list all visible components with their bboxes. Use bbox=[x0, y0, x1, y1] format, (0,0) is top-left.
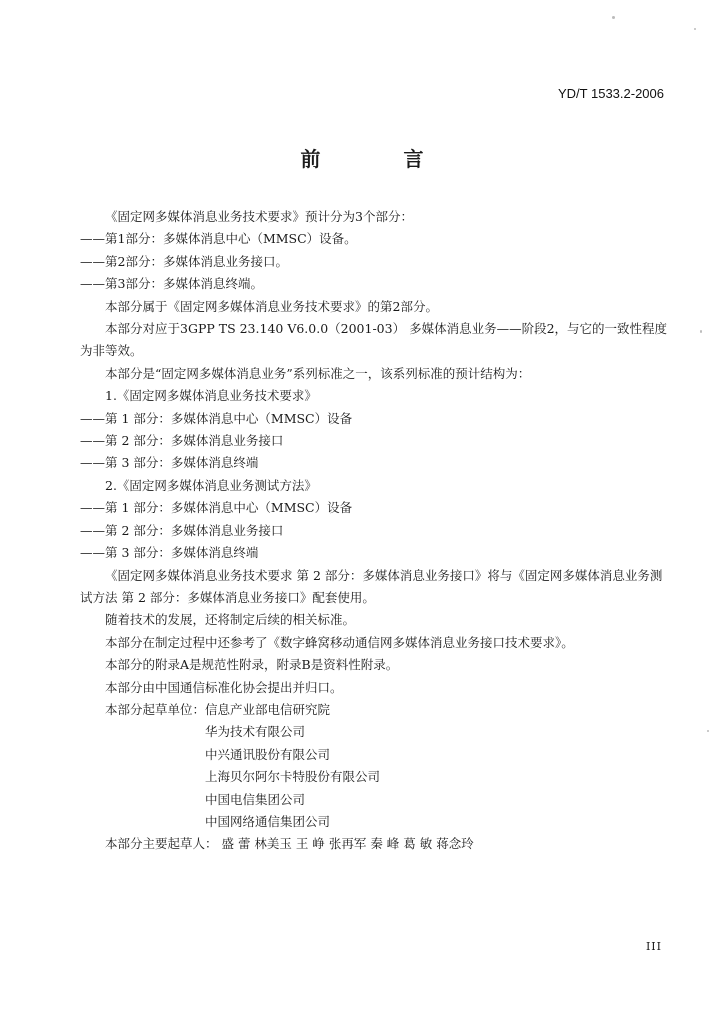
list-heading: 2.《固定网多媒体消息业务测试方法》 bbox=[105, 477, 317, 493]
drafting-unit: 上海贝尔阿尔卡特股份有限公司 bbox=[205, 769, 381, 785]
list-item: ——第2部分：多媒体消息业务接口。 bbox=[80, 253, 288, 269]
scan-speck bbox=[700, 330, 702, 333]
list-item: ——第 1 部分：多媒体消息中心（MMSC）设备 bbox=[80, 500, 353, 516]
list-item: ——第3部分：多媒体消息终端。 bbox=[80, 276, 263, 292]
paragraph: 本部分属于《固定网多媒体消息业务技术要求》的第2部分。 bbox=[105, 298, 438, 314]
scan-speck bbox=[694, 28, 696, 30]
scan-speck bbox=[612, 16, 615, 19]
drafters-line: 本部分主要起草人： 盛 蕾 林美玉 王 峥 张再军 秦 峰 葛 敏 蒋念玲 bbox=[105, 836, 474, 852]
paragraph: 本部分在制定过程中还参考了《数字蜂窝移动通信网多媒体消息业务接口技术要求》。 bbox=[105, 634, 574, 650]
list-item: ——第1部分：多媒体消息中心（MMSC）设备。 bbox=[80, 231, 357, 247]
paragraph: 本部分由中国通信标准化协会提出并归口。 bbox=[105, 679, 343, 695]
paragraph: 随着技术的发展，还将制定后续的相关标准。 bbox=[105, 612, 356, 628]
preface-body bbox=[80, 206, 668, 856]
list-item: ——第 3 部分：多媒体消息终端 bbox=[80, 545, 259, 561]
drafting-units-label: 本部分起草单位：信息产业部电信研究院 bbox=[105, 701, 331, 717]
paragraph: 本部分的附录A是规范性附录，附录B是资料性附录。 bbox=[105, 657, 399, 673]
paragraph: 《固定网多媒体消息业务技术要求 第 2 部分：多媒体消息业务接口》将与《固定网多媒体消息业务测试方法 第 2 部分：多媒体消息业务接口》配套使用。 bbox=[80, 567, 663, 605]
list-item: ——第 3 部分：多媒体消息终端 bbox=[80, 455, 259, 471]
list-item: ——第 2 部分：多媒体消息业务接口 bbox=[80, 433, 284, 449]
drafting-unit: 华为技术有限公司 bbox=[205, 724, 306, 740]
drafting-unit: 中兴通讯股份有限公司 bbox=[205, 746, 331, 762]
page-number: III bbox=[645, 940, 662, 953]
paragraph: 《固定网多媒体消息业务技术要求》预计分为3个部分： bbox=[105, 209, 413, 224]
document-id: YD/T 1533.2-2006 bbox=[558, 86, 664, 101]
drafting-unit: 中国电信集团公司 bbox=[205, 791, 306, 807]
list-item: ——第 2 部分：多媒体消息业务接口 bbox=[80, 522, 284, 538]
paragraph: 本部分对应于3GPP TS 23.140 V6.0.0（2001-03） 多媒体消息业务——阶段2，与它的一致性程度为非等效。 bbox=[80, 321, 668, 359]
list-item: ——第 1 部分：多媒体消息中心（MMSC）设备 bbox=[80, 410, 353, 426]
page-title: 前 言 bbox=[300, 147, 462, 171]
drafting-unit: 中国网络通信集团公司 bbox=[205, 813, 331, 829]
list-heading: 1.《固定网多媒体消息业务技术要求》 bbox=[105, 388, 317, 404]
paragraph: 本部分是“固定网多媒体消息业务”系列标准之一，该系列标准的预计结构为： bbox=[105, 365, 531, 381]
scan-speck bbox=[707, 730, 709, 732]
